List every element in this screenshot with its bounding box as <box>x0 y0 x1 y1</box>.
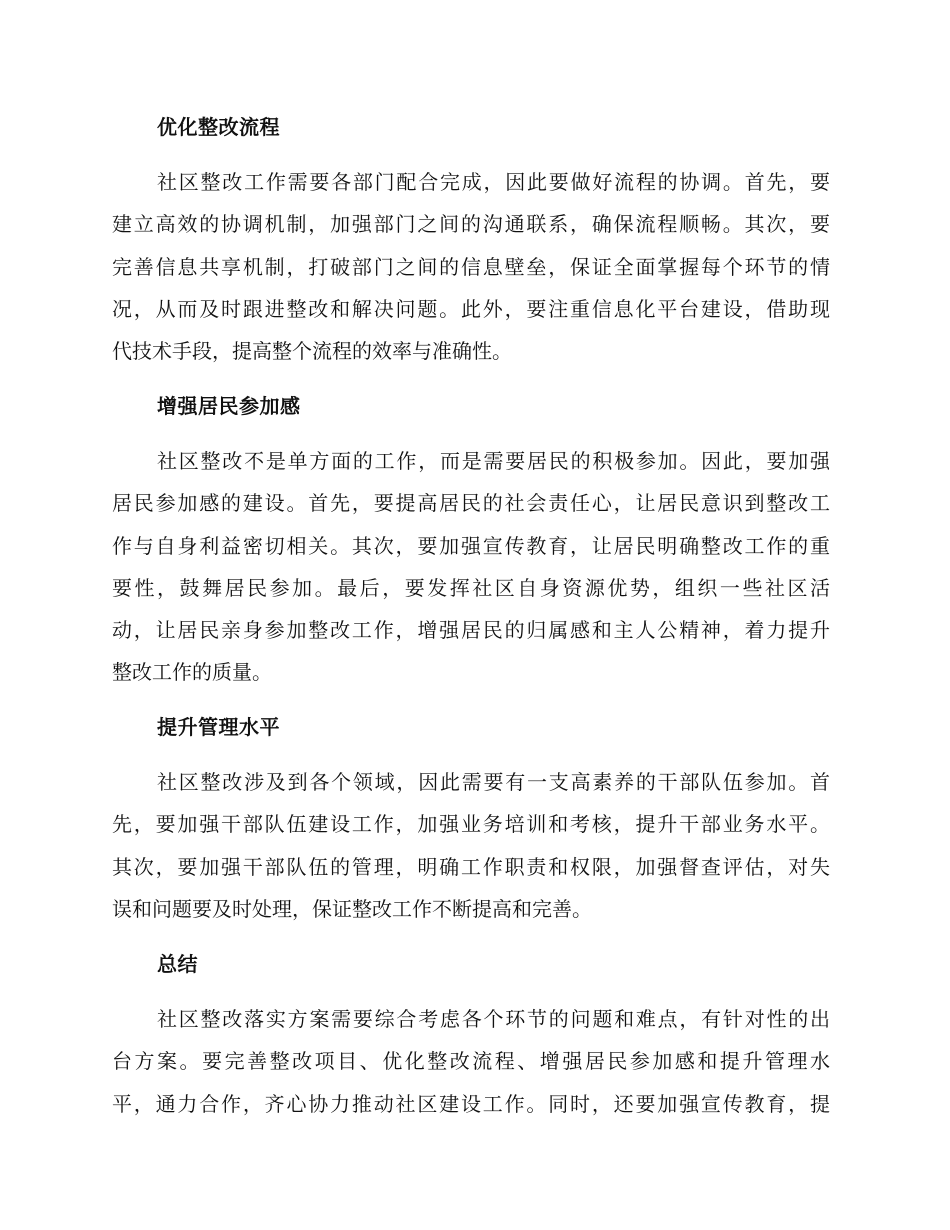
section-heading: 优化整改流程 <box>157 115 280 139</box>
paragraph-line: 平，通力合作，齐心协力推动社区建设工作。同时，还要加强宣传教育，提 <box>112 1092 830 1116</box>
paragraph-line: 社区整改工作需要各部门配合完成，因此要做好流程的协调。首先，要 <box>157 170 830 194</box>
paragraph-line: 先，要加强干部队伍建设工作，加强业务培训和考核，提升干部业务水平。 <box>112 812 830 836</box>
section-heading: 增强居民参加感 <box>157 394 301 418</box>
paragraph-line: 作与自身利益密切相关。其次，要加强宣传教育，让居民明确整改工作的重 <box>112 534 830 558</box>
paragraph-line: 完善信息共享机制，打破部门之间的信息壁垒，保证全面掌握每个环节的情 <box>112 255 830 279</box>
paragraph-line: 建立高效的协调机制，加强部门之间的沟通联系，确保流程顺畅。其次，要 <box>112 212 830 236</box>
section-heading: 总结 <box>157 952 198 976</box>
paragraph-line: 社区整改不是单方面的工作，而是需要居民的积极参加。因此，要加强 <box>157 449 830 473</box>
paragraph-line: 整改工作的质量。 <box>112 660 272 684</box>
paragraph-line: 其次，要加强干部队伍的管理，明确工作职责和权限，加强督查评估，对失 <box>112 855 830 879</box>
paragraph-line: 况，从而及时跟进整改和解决问题。此外，要注重信息化平台建设，借助现 <box>112 297 830 321</box>
paragraph-line: 社区整改落实方案需要综合考虑各个环节的问题和难点，有针对性的出 <box>157 1007 830 1031</box>
paragraph-line: 误和问题要及时处理，保证整改工作不断提高和完善。 <box>112 897 592 921</box>
paragraph-line: 动，让居民亲身参加整改工作，增强居民的归属感和主人公精神，着力提升 <box>112 618 830 642</box>
section-heading: 提升管理水平 <box>157 715 280 739</box>
paragraph-line: 代技术手段，提高整个流程的效率与准确性。 <box>112 339 512 363</box>
paragraph-line: 居民参加感的建设。首先，要提高居民的社会责任心，让居民意识到整改工 <box>112 491 830 515</box>
paragraph-line: 要性，鼓舞居民参加。最后，要发挥社区自身资源优势，组织一些社区活 <box>112 576 830 600</box>
paragraph-line: 台方案。要完善整改项目、优化整改流程、增强居民参加感和提升管理水 <box>112 1049 830 1073</box>
paragraph-line: 社区整改涉及到各个领域，因此需要有一支高素养的干部队伍参加。首 <box>157 770 830 794</box>
